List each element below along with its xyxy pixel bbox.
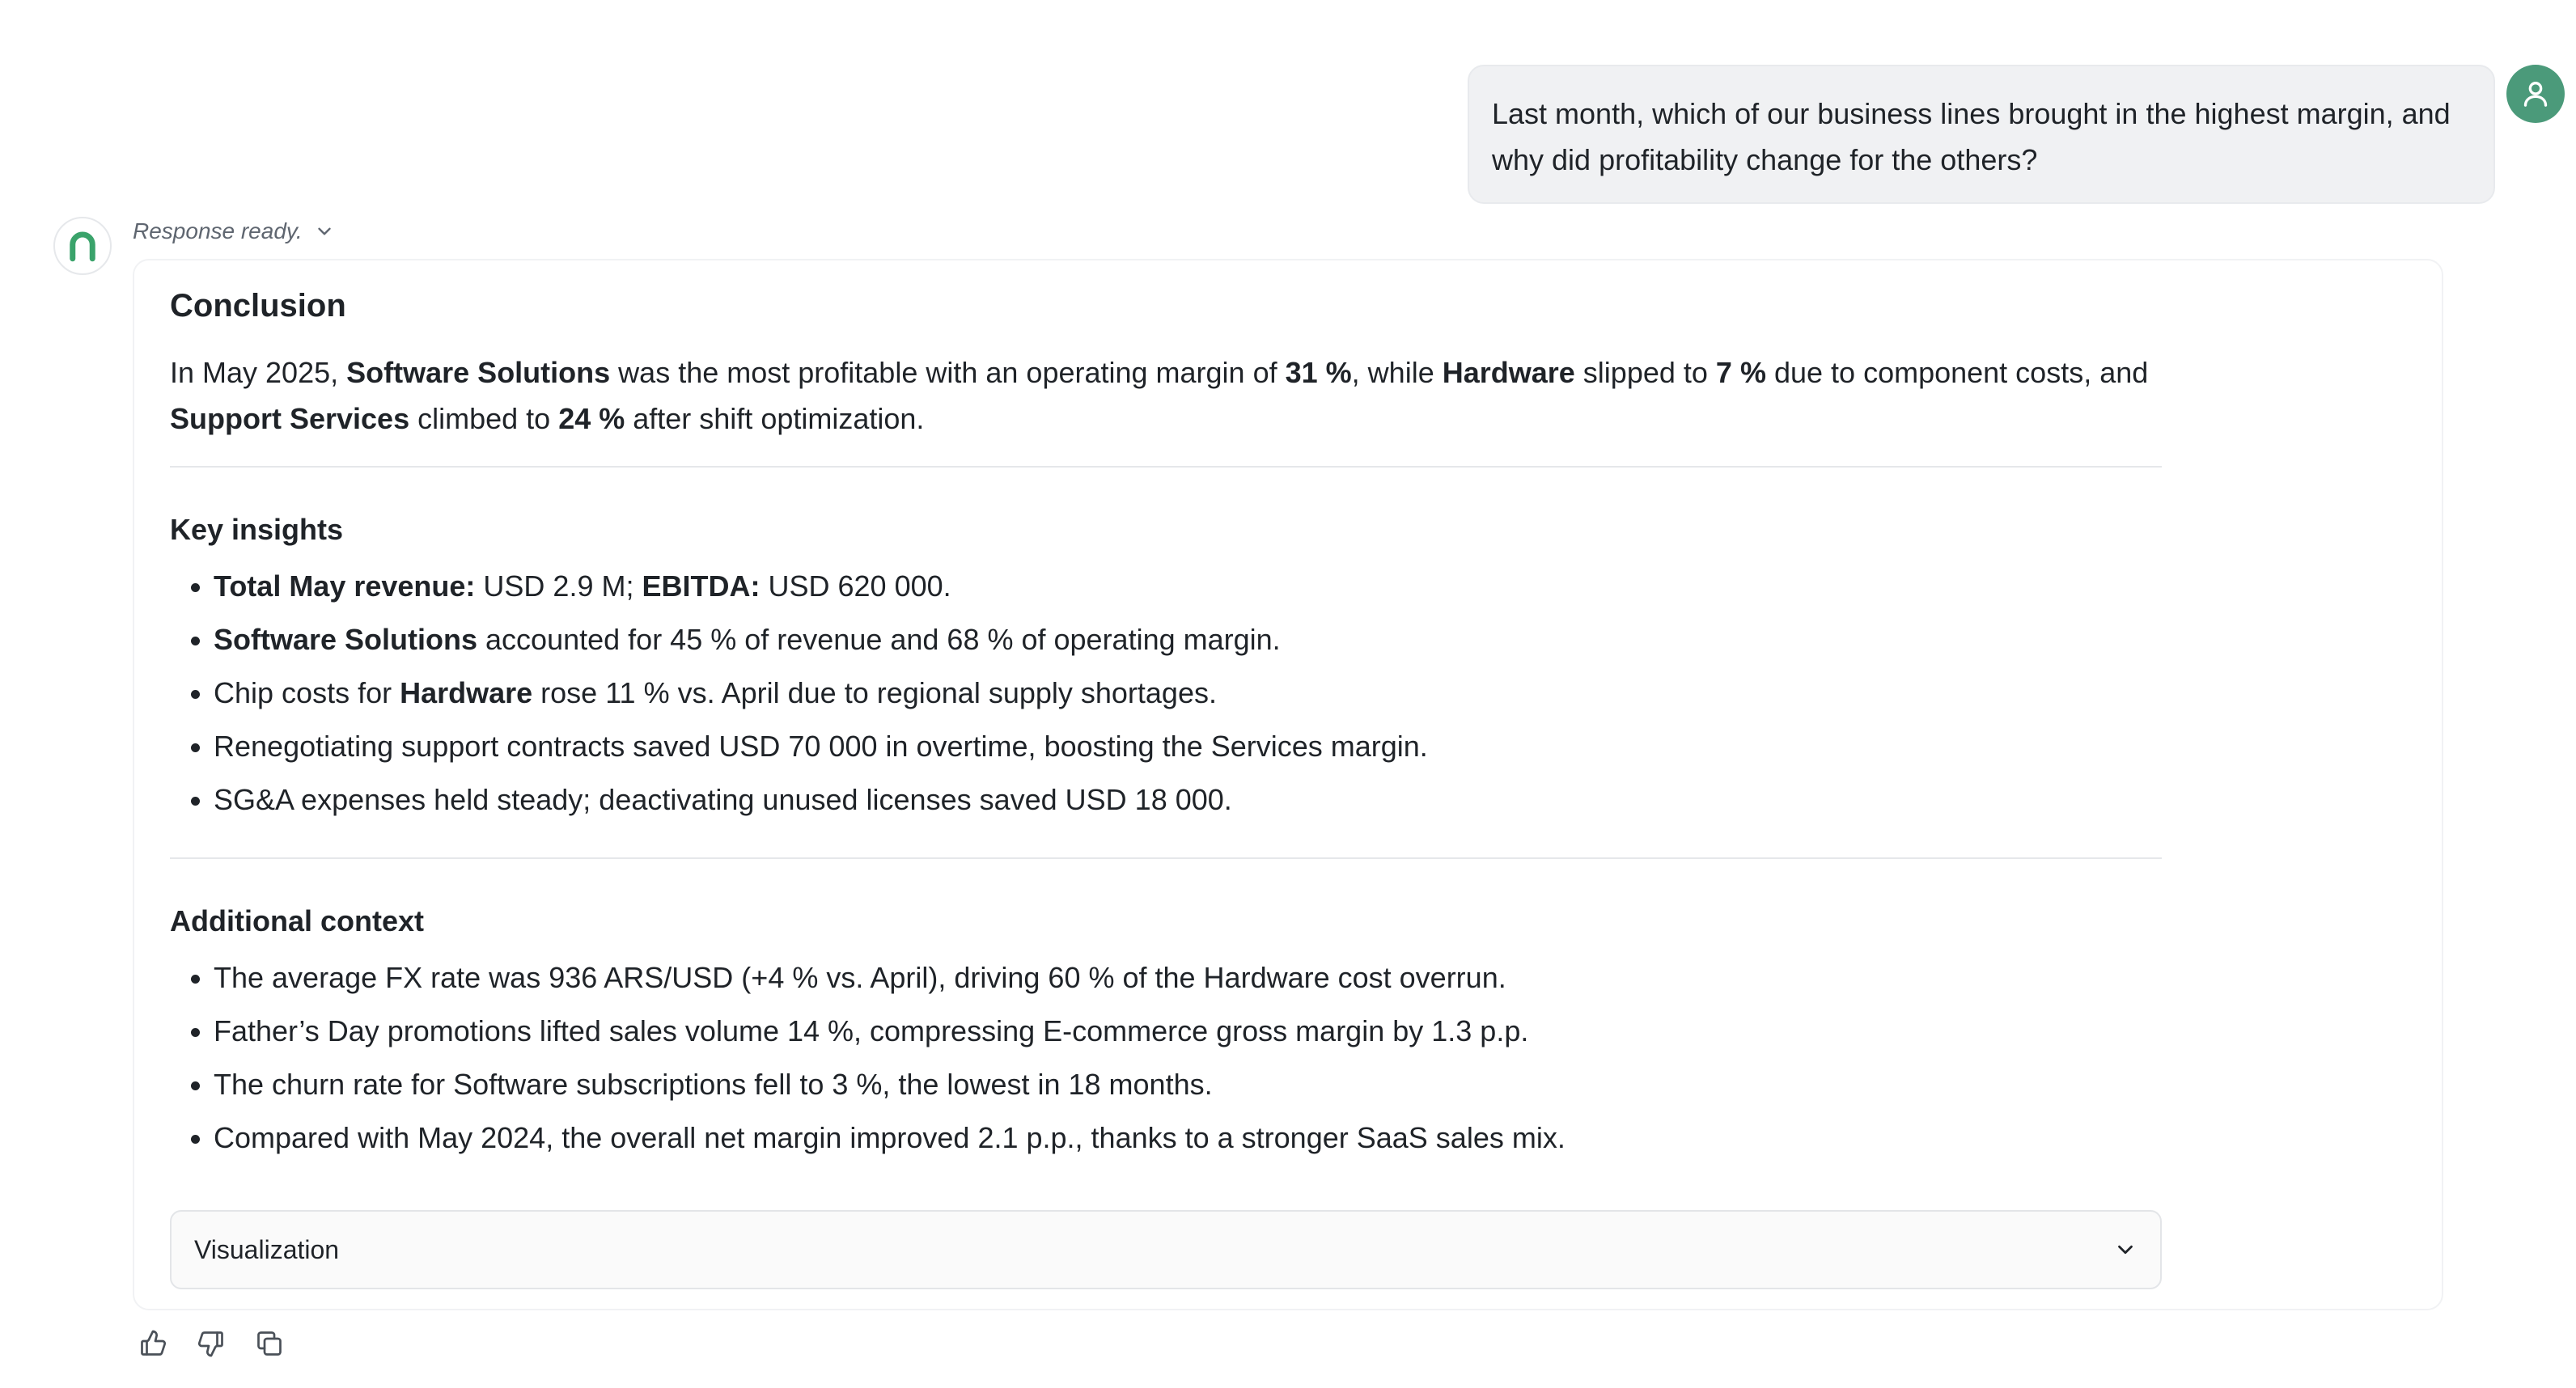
list-item [170, 720, 2162, 773]
assistant-response-card [133, 259, 2443, 1310]
key-insights-heading: Key insights [170, 513, 344, 546]
assistant-avatar [53, 217, 112, 275]
response-status-toggle[interactable] [133, 215, 335, 248]
conclusion-bold: Support Services [170, 402, 410, 435]
copy-button[interactable] [254, 1328, 285, 1359]
chevron-down-icon [314, 221, 335, 242]
conclusion-text: slipped to [1574, 356, 1716, 389]
conclusion-bold: 31 % [1285, 356, 1352, 389]
response-status-text: Response ready. [133, 218, 303, 243]
user-avatar[interactable] [2506, 65, 2565, 123]
list-item: Compared with May 2024, the overall net margin improved 2.1 p.p., thanks to a stronger SaaS sales mix. [170, 1111, 2162, 1165]
section-divider [170, 857, 2162, 859]
list-item [170, 613, 2162, 666]
message-actions [138, 1328, 285, 1359]
list-item: The churn rate for Software subscriptions fell to 3 %, the lowest in 18 months. [170, 1058, 2162, 1111]
conclusion-text: In May 2025, [170, 356, 347, 389]
list-item: Father’s Day promotions lifted sales volume 14 %, compressing E-commerce gross margin by 1.3 p.p. [170, 1005, 2162, 1058]
logo-n-icon [66, 229, 100, 263]
key-insights-list [170, 560, 2162, 827]
list-item [170, 773, 2162, 827]
conclusion-bold: 24 % [558, 402, 625, 435]
conclusion-text: was the most profitable with an operating margin of [610, 356, 1286, 389]
insight-text: accounted for 45 % of revenue and 68 % of operating margin. [477, 623, 1281, 656]
user-message-text: Last month, which of our business lines brought in the highest margin, and why did profitability change for the others? [1492, 97, 2451, 176]
insight-text: Chip costs for [214, 676, 400, 709]
thumbs-up-button[interactable] [138, 1328, 168, 1359]
list-item [170, 666, 2162, 720]
list-item [170, 560, 2162, 613]
insight-bold: Software Solutions [214, 623, 478, 656]
list-item: The average FX rate was 936 ARS/USD (+4 % vs. April), driving 60 % of the Hardware cost overrun. [170, 951, 2162, 1005]
thumbs-down-button[interactable] [196, 1328, 227, 1359]
thumbs-down-icon [197, 1329, 226, 1358]
thumbs-up-icon [138, 1329, 167, 1358]
conclusion-heading: Conclusion [170, 288, 346, 324]
insight-bold: Total May revenue: [214, 569, 476, 603]
chevron-down-icon [2113, 1238, 2137, 1262]
visualization-label: Visualization [194, 1234, 340, 1264]
insight-bold: Hardware [400, 676, 533, 709]
conclusion-text: after shift optimization. [625, 402, 925, 435]
conclusion-bold: Hardware [1442, 356, 1575, 389]
conclusion-text: climbed to [409, 402, 559, 435]
additional-context-list [170, 951, 2162, 1165]
conclusion-bold: Software Solutions [346, 356, 611, 389]
section-divider [170, 466, 2162, 468]
conclusion-paragraph [170, 349, 2162, 442]
conclusion-text: due to component costs, and [1765, 356, 2149, 389]
insight-text: Renegotiating support contracts saved USD 70 000 in overtime, boosting the Services margin. [214, 730, 1428, 763]
insight-text: USD 620 000. [760, 569, 951, 603]
insight-text: USD 2.9 M; [475, 569, 642, 603]
conclusion-text: , while [1351, 356, 1443, 389]
visualization-accordion[interactable] [170, 1210, 2162, 1289]
copy-icon [255, 1329, 284, 1358]
conclusion-bold: 7 % [1715, 356, 1766, 389]
insight-text: SG&A expenses held steady; deactivating unused licenses saved USD 18 000. [214, 783, 1232, 816]
user-message-bubble [1468, 65, 2495, 204]
additional-context-heading: Additional context [170, 904, 424, 937]
person-icon [2519, 78, 2552, 110]
insight-text: rose 11 % vs. April due to regional supply shortages. [532, 676, 1217, 709]
insight-bold: EBITDA: [642, 569, 761, 603]
